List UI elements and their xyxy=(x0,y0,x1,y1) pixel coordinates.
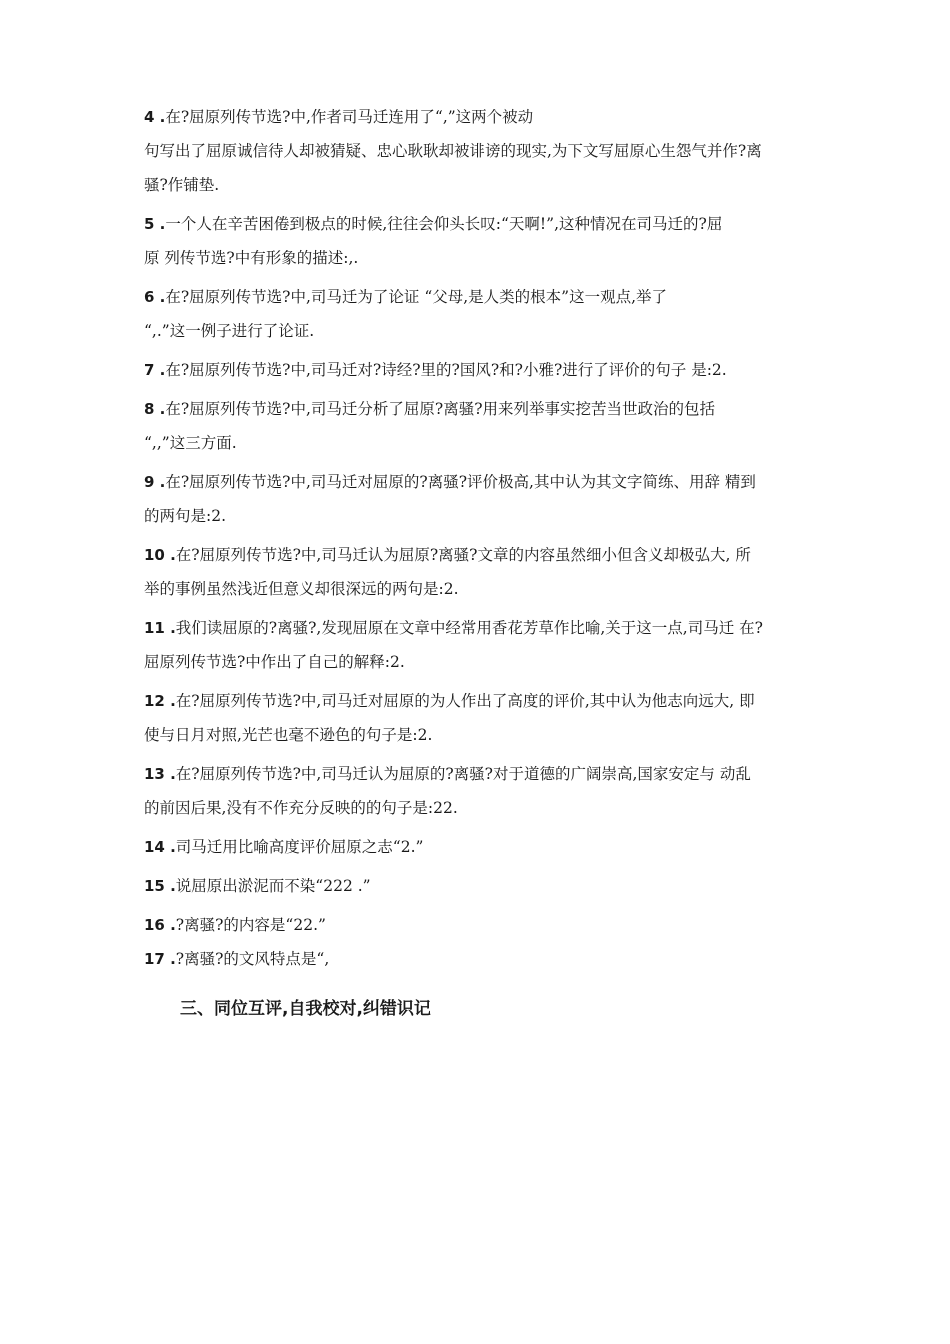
question-6 xyxy=(144,280,844,348)
section-heading: 三、同位互评,自我校对,纠错识记 xyxy=(180,999,431,1019)
question-text: 举的事例虽然浅近但意义却很深远的两句是:2. xyxy=(144,580,459,598)
question-text: “,.”这一例子进行了论证. xyxy=(144,322,315,340)
question-text: ?离骚?的内容是“22.” xyxy=(175,916,326,934)
question-text: 在?屈原列传节选?中,作者司马迁连用了“,”这两个被动 xyxy=(165,108,534,126)
question-text: 在?屈原列传节选?中,司马迁认为屈原的?离骚?对于道德的广阔崇高,国家安定与 动乱 xyxy=(175,765,751,783)
question-number: 9 . xyxy=(144,473,166,491)
question-text: 在?屈原列传节选?中,司马迁对屈原的?离骚?评价极高,其中认为其文字简练、用辞 精到 xyxy=(165,473,756,491)
question-text: 在?屈原列传节选?中,司马迁为了论证 “父母,是人类的根本”这一观点,举了 xyxy=(165,288,668,306)
question-text: ?离骚?的文风特点是“, xyxy=(175,950,330,968)
question-15 xyxy=(144,869,844,903)
question-text: 司马迁用比喻高度评价屈原之志“2.” xyxy=(175,838,424,856)
question-text: 句写出了屈原诚信待人却被猜疑、忠心耿耿却被诽谤的现实,为下文写屈原心生怨气并作?离 xyxy=(144,142,762,160)
question-number: 11 . xyxy=(144,619,176,637)
question-text: 的前因后果,没有不作充分反映的的句子是:22. xyxy=(144,799,458,817)
question-number: 16 . xyxy=(144,916,176,934)
question-number: 6 . xyxy=(144,288,166,306)
question-5 xyxy=(144,207,844,275)
question-4 xyxy=(144,100,844,202)
question-number: 15 . xyxy=(144,877,176,895)
question-11 xyxy=(144,611,844,679)
question-text: 原 列传节选?中有形象的描述:,. xyxy=(144,249,359,267)
question-8 xyxy=(144,392,844,460)
question-text: 的两句是:2. xyxy=(144,507,227,525)
question-text: 在?屈原列传节选?中,司马迁分析了屈原?离骚?用来列举事实挖苦当世政治的包括 xyxy=(165,400,716,418)
question-17 xyxy=(144,942,844,976)
question-number: 12 . xyxy=(144,692,176,710)
question-number: 13 . xyxy=(144,765,176,783)
question-text: 在?屈原列传节选?中,司马迁对屈原的为人作出了高度的评价,其中认为他志向远大, 即 xyxy=(175,692,755,710)
question-number: 8 . xyxy=(144,400,166,418)
question-text: 在?屈原列传节选?中,司马迁认为屈原?离骚?文章的内容虽然细小但含义却极弘大, 所 xyxy=(175,546,751,564)
question-number: 17 . xyxy=(144,950,176,968)
question-number: 7 . xyxy=(144,361,166,379)
question-text: 我们读屈原的?离骚?,发现屈原在文章中经常用香花芳草作比喻,关于这一点,司马迁 在? xyxy=(175,619,763,637)
question-10 xyxy=(144,538,844,606)
question-text: 一个人在辛苦困倦到极点的时候,往往会仰头长叹:“天啊!”,这种情况在司马迁的?屈 xyxy=(165,215,723,233)
question-text: “,,”这三方面. xyxy=(144,434,237,452)
question-text: 使与日月对照,光芒也毫不逊色的句子是:2. xyxy=(144,726,433,744)
question-7 xyxy=(144,353,844,387)
question-13 xyxy=(144,757,844,825)
question-14 xyxy=(144,830,844,864)
document-page xyxy=(144,100,844,1026)
question-text: 说屈原出淤泥而不染“222 .” xyxy=(175,877,371,895)
question-16 xyxy=(144,908,844,942)
question-text: 屈原列传节选?中作出了自己的解释:2. xyxy=(144,653,405,671)
question-number: 4 . xyxy=(144,108,166,126)
question-9 xyxy=(144,465,844,533)
question-number: 5 . xyxy=(144,215,166,233)
question-text: 在?屈原列传节选?中,司马迁对?诗经?里的?国风?和?小雅?进行了评价的句子 是:2. xyxy=(165,361,727,379)
question-12 xyxy=(144,684,844,752)
question-text: 骚?作铺垫. xyxy=(144,176,220,194)
question-number: 10 . xyxy=(144,546,176,564)
question-number: 14 . xyxy=(144,838,176,856)
